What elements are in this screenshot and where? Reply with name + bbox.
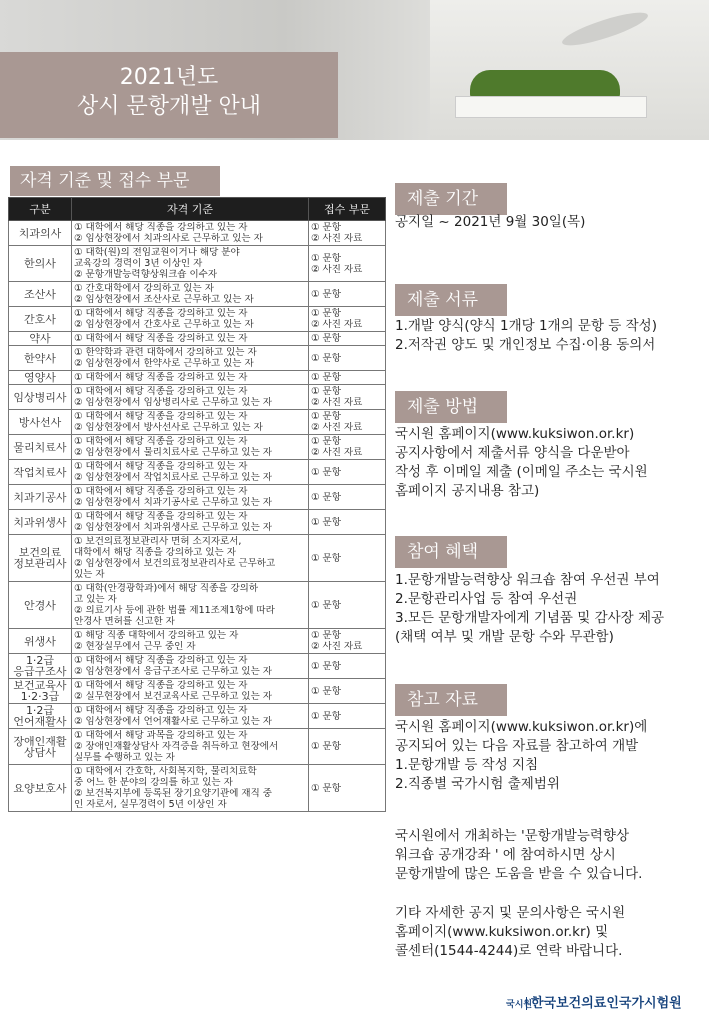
row-qualifications	[72, 535, 309, 582]
category-line: 1·2·3급	[20, 691, 60, 702]
row-category	[9, 385, 72, 410]
qualification-line: ① 대학에서 해당 과목을 강의하고 있는 자	[74, 730, 248, 741]
submission-type: ① 문항	[311, 552, 341, 564]
table-row	[9, 485, 386, 510]
logo-mark: 국시원	[506, 997, 527, 1010]
qualification-line: 안경사 면허를 신고한 자	[74, 616, 175, 627]
row-submission-types	[309, 654, 386, 679]
qualification-line: ① 대학에서 해당 직종을 강의하고 있는 자	[74, 705, 248, 716]
col-header-submission: 접수 부문	[309, 198, 386, 221]
qualification-line: 대학에서 해당 직종을 강의하고 있는 자	[74, 547, 236, 558]
organization-name: 한국보건의료인국가시험원	[531, 996, 682, 1011]
table-row	[9, 510, 386, 535]
qualification-line: ② 임상현장에서 보건의료정보관리사로 근무하고	[74, 558, 276, 569]
table-row	[9, 410, 386, 435]
row-submission-types	[309, 221, 386, 246]
row-submission-types	[309, 435, 386, 460]
category-line: 장애인재활	[13, 735, 67, 747]
qualification-table	[8, 197, 386, 812]
row-category	[9, 485, 72, 510]
category-line: 치과의사	[18, 227, 62, 239]
submission-type: ① 문항	[311, 630, 341, 641]
qualification-line: ② 임상현장에서 한약사로 근무하고 있는 자	[74, 358, 254, 369]
category-line: 언어재활사	[13, 716, 67, 727]
table-row	[9, 346, 386, 371]
docs-item: 1.개발 양식(양식 1개당 1개의 문항 등 작성)	[395, 318, 657, 334]
page-title	[0, 52, 338, 138]
table-row	[9, 246, 386, 282]
category-line: 상담사	[24, 746, 56, 758]
qualification-line: 교육강의 경력이 3년 이상인 자	[74, 258, 203, 269]
qualification-line: ① 대학에서 간호학, 사회복지학, 물리치료학	[74, 766, 257, 777]
row-submission-types	[309, 410, 386, 435]
organization-logo	[506, 992, 682, 1011]
submission-type: ② 사진 자료	[311, 447, 363, 458]
table-row	[9, 535, 386, 582]
refs-header: 참고 자료	[395, 684, 507, 716]
submission-type: ① 문항	[311, 288, 341, 300]
qualification-line: ② 임상현장에서 언어재활사로 근무하고 있는 자	[74, 716, 272, 727]
row-category	[9, 332, 72, 346]
docs-list	[395, 317, 705, 355]
qualification-line: ② 장애인재활상담사 자격증을 취득하고 현장에서	[74, 741, 279, 752]
category-line: 임상병리사	[13, 391, 67, 403]
row-category	[9, 582, 72, 629]
period-header: 제출 기간	[395, 183, 507, 215]
row-category	[9, 510, 72, 535]
note-line: 콜센터(1544-4244)로 연락 바랍니다.	[395, 943, 623, 959]
qualification-line: ① 대학에서 해당 직종을 강의하고 있는 자	[74, 386, 248, 397]
submission-type: ① 문항	[311, 308, 341, 319]
category-line: 위생사	[24, 635, 56, 647]
category-line: 작업치료사	[13, 466, 67, 478]
row-submission-types	[309, 582, 386, 629]
submission-type: ② 사진 자료	[311, 422, 363, 433]
qualification-line: ① 대학에서 해당 직종을 강의하고 있는 자	[74, 411, 248, 422]
row-qualifications	[72, 765, 309, 812]
submission-type: ① 문항	[311, 660, 341, 672]
row-submission-types	[309, 282, 386, 307]
row-qualifications	[72, 654, 309, 679]
refs-line: 2.직종별 국가시험 출제범위	[395, 776, 560, 792]
method-line: 공지사항에서 제출서류 양식을 다운받아	[395, 445, 630, 461]
row-submission-types	[309, 629, 386, 654]
title-main: 상시 문항개발 안내	[76, 94, 261, 119]
row-category	[9, 410, 72, 435]
submission-type: ① 문항	[311, 372, 341, 383]
qualification-line: ① 대학에서 해당 직종을 강의하고 있는 자	[74, 461, 248, 472]
qualification-line: ① 대학에서 해당 직종을 강의하고 있는 자	[74, 222, 248, 233]
category-line: 치과위생사	[13, 516, 67, 528]
table-row	[9, 385, 386, 410]
row-submission-types	[309, 704, 386, 729]
qualification-line: ② 임상현장에서 치과위생사로 근무하고 있는 자	[74, 522, 272, 533]
qualification-line: ① 대학에서 해당 직종을 강의하고 있는 자	[74, 333, 248, 344]
qualification-line: ② 임상현장에서 치과기공사로 근무하고 있는 자	[74, 497, 272, 508]
qualification-line: ① 한약학과 관련 대학에서 강의하고 있는 자	[74, 347, 257, 358]
note-line: 문항개발에 많은 도움을 받을 수 있습니다.	[395, 866, 643, 882]
docs-item: 2.저작권 양도 및 개인정보 수집·이용 동의서	[395, 337, 656, 353]
note-line: 홈페이지(www.kuksiwon.or.kr) 및	[395, 924, 609, 940]
row-category	[9, 629, 72, 654]
qualification-line: ② 임상현장에서 간호사로 근무하고 있는 자	[74, 319, 254, 330]
table-row	[9, 729, 386, 765]
table-row	[9, 371, 386, 385]
qualification-line: 실무를 수행하고 있는 자	[74, 752, 175, 763]
table-row	[9, 654, 386, 679]
method-text	[395, 425, 705, 501]
qualification-line: 중 어느 한 분야의 강의를 하고 있는 자	[74, 777, 233, 788]
row-category	[9, 307, 72, 332]
note-line: 기타 자세한 공지 및 문의사항은 국시원	[395, 905, 626, 921]
method-line: 국시원 홈페이지(www.kuksiwon.or.kr)	[395, 426, 635, 442]
qualification-line: ① 대학에서 해당 직종을 강의하고 있는 자	[74, 655, 248, 666]
row-submission-types	[309, 729, 386, 765]
row-qualifications	[72, 485, 309, 510]
qualification-line: ① 대학에서 해당 직종을 강의하고 있는 자	[74, 511, 248, 522]
submission-type: ① 문항	[311, 710, 341, 722]
category-line: 요양보호사	[13, 782, 67, 794]
row-qualifications	[72, 704, 309, 729]
benefit-header: 참여 혜택	[395, 536, 507, 568]
refs-line: 공지되어 있는 다음 자료를 참고하여 개발	[395, 738, 639, 754]
row-category	[9, 221, 72, 246]
row-qualifications	[72, 282, 309, 307]
refs-text	[395, 718, 705, 794]
qualification-line: ② 현장실무에서 근무 중인 자	[74, 641, 196, 652]
row-qualifications	[72, 510, 309, 535]
row-qualifications	[72, 629, 309, 654]
row-category	[9, 679, 72, 704]
qualification-line: ① 대학(안경광학과)에서 해당 직종을 강의하	[74, 583, 259, 594]
benefit-item: 2.문항관리사업 등 참여 우선권	[395, 591, 578, 607]
row-qualifications	[72, 729, 309, 765]
submission-type: ① 문항	[311, 782, 341, 794]
table-row	[9, 282, 386, 307]
qualification-line: ② 보건복지부에 등록된 장기요양기관에 재직 중	[74, 788, 272, 799]
row-category	[9, 535, 72, 582]
table-row	[9, 460, 386, 485]
planter-image	[455, 96, 647, 118]
submission-type: ① 문항	[311, 222, 341, 233]
submission-type: ② 사진 자료	[311, 397, 363, 408]
qualification-line: ① 대학에서 해당 직종을 강의하고 있는 자	[74, 308, 248, 319]
submission-type: ① 문항	[311, 685, 341, 697]
category-line: 보건교육사	[13, 680, 67, 691]
row-submission-types	[309, 535, 386, 582]
category-line: 한의사	[24, 258, 56, 269]
row-qualifications	[72, 346, 309, 371]
table-header-row	[9, 198, 386, 221]
row-qualifications	[72, 332, 309, 346]
row-qualifications	[72, 307, 309, 332]
qualification-line: ② 임상현장에서 작업치료사로 근무하고 있는 자	[74, 472, 272, 483]
qualification-line: ② 임상현장에서 임상병리사로 근무하고 있는 자	[74, 397, 272, 408]
col-header-category: 구분	[9, 198, 72, 221]
category-line: 정보관리사	[13, 558, 67, 569]
refs-line: 국시원 홈페이지(www.kuksiwon.or.kr)에	[395, 719, 648, 735]
method-header: 제출 방법	[395, 391, 507, 423]
category-line: 한약사	[24, 352, 56, 364]
qualification-line: ① 대학(원)의 전임교원이거나 해당 분야	[74, 247, 240, 258]
qualification-line: ② 실무현장에서 보건교육사로 근무하고 있는 자	[74, 691, 272, 702]
category-line: 응급구조사	[13, 666, 67, 677]
qualification-line: ① 보건의료정보관리사 면허 소지자로서,	[74, 536, 242, 547]
row-qualifications	[72, 410, 309, 435]
row-submission-types	[309, 460, 386, 485]
row-submission-types	[309, 346, 386, 371]
row-submission-types	[309, 332, 386, 346]
qualification-line: ② 문항개발능력향상워크숍 이수자	[74, 269, 218, 280]
qualification-line: 고 있는 자	[74, 594, 117, 605]
row-category	[9, 435, 72, 460]
benefit-item: 1.문항개발능력향상 워크숍 참여 우선권 부여	[395, 572, 660, 588]
submission-type: ① 문항	[311, 599, 341, 611]
qualification-line: ① 대학에서 해당 직종을 강의하고 있는 자	[74, 436, 248, 447]
category-line: 조산사	[24, 288, 56, 300]
submission-type: ② 사진 자료	[311, 641, 363, 652]
row-submission-types	[309, 510, 386, 535]
note-line: 워크숍 공개강좌 ' 에 참여하시면 상시	[395, 847, 616, 863]
submission-type: ① 문항	[311, 411, 341, 422]
submission-type: ① 문항	[311, 333, 341, 344]
row-category	[9, 346, 72, 371]
submission-type: ① 문항	[311, 352, 341, 364]
qualification-line: ① 대학에서 해당 직종을 강의하고 있는 자	[74, 486, 248, 497]
row-category	[9, 704, 72, 729]
qualification-line: 인 자로서, 실무경력이 5년 이상인 자	[74, 799, 227, 810]
row-category	[9, 729, 72, 765]
qualification-line: ② 임상현장에서 방사선사로 근무하고 있는 자	[74, 422, 263, 433]
submission-type: ① 문항	[311, 516, 341, 528]
row-submission-types	[309, 246, 386, 282]
submission-type: ① 문항	[311, 436, 341, 447]
submission-type: ② 사진 자료	[311, 319, 363, 330]
row-category	[9, 460, 72, 485]
row-submission-types	[309, 485, 386, 510]
qualification-line: ② 임상현장에서 물리치료사로 근무하고 있는 자	[74, 447, 272, 458]
docs-header: 제출 서류	[395, 284, 507, 316]
qualification-line: ② 의료기사 등에 관한 법률 제11조제1항에 따라	[74, 605, 275, 616]
table-row	[9, 221, 386, 246]
benefit-item: (채택 여부 및 개발 문항 수와 무관함)	[395, 629, 614, 645]
contact-note	[395, 904, 705, 961]
submission-type: ① 문항	[311, 252, 341, 264]
row-submission-types	[309, 765, 386, 812]
row-submission-types	[309, 679, 386, 704]
qualification-line: ① 대학에서 해당 직종을 강의하고 있는 자	[74, 680, 248, 691]
row-qualifications	[72, 371, 309, 385]
submission-type: ① 문항	[311, 491, 341, 503]
category-line: 물리치료사	[13, 441, 67, 453]
period-text: 공지일 ~ 2021년 9월 30일(목)	[395, 214, 586, 230]
note-line: 국시원에서 개최하는 '문항개발능력향상	[395, 828, 629, 844]
row-category	[9, 282, 72, 307]
row-qualifications	[72, 679, 309, 704]
qualification-line: ② 임상현장에서 응급구조사로 근무하고 있는 자	[74, 666, 272, 677]
submission-type: ① 문항	[311, 741, 341, 752]
submission-type: ② 사진 자료	[311, 233, 363, 244]
qualification-line: 있는 자	[74, 569, 105, 580]
benefit-list	[395, 571, 705, 647]
table-row	[9, 582, 386, 629]
category-line: 간호사	[24, 313, 56, 325]
submission-type: ① 문항	[311, 466, 341, 478]
row-category	[9, 371, 72, 385]
row-category	[9, 765, 72, 812]
row-submission-types	[309, 307, 386, 332]
row-category	[9, 654, 72, 679]
table-row	[9, 679, 386, 704]
qualification-section-header: 자격 기준 및 접수 부문	[10, 166, 220, 196]
table-row	[9, 332, 386, 346]
submission-type: ② 사진 자료	[311, 263, 363, 275]
qualification-line: ① 간호대학에서 강의하고 있는 자	[74, 283, 214, 294]
table-row	[9, 629, 386, 654]
col-header-qualification: 자격 기준	[72, 198, 309, 221]
workshop-note	[395, 827, 705, 884]
row-qualifications	[72, 385, 309, 410]
row-qualifications	[72, 221, 309, 246]
qualification-line: ① 해당 직종 대학에서 강의하고 있는 자	[74, 630, 239, 641]
table-row	[9, 307, 386, 332]
category-line: 영양사	[24, 372, 56, 383]
benefit-item: 3.모든 문항개발자에게 기념품 및 감사장 제공	[395, 610, 665, 626]
row-qualifications	[72, 582, 309, 629]
category-line: 약사	[29, 333, 51, 344]
table-row	[9, 765, 386, 812]
refs-line: 1.문항개발 등 작성 지침	[395, 757, 539, 773]
row-qualifications	[72, 435, 309, 460]
submission-type: ① 문항	[311, 386, 341, 397]
category-line: 안경사	[24, 599, 56, 611]
qualification-line: ② 임상현장에서 치과의사로 근무하고 있는 자	[74, 233, 263, 244]
row-submission-types	[309, 385, 386, 410]
row-qualifications	[72, 246, 309, 282]
table-row	[9, 435, 386, 460]
row-qualifications	[72, 460, 309, 485]
category-line: 1·2급	[25, 655, 55, 666]
category-line: 치과기공사	[13, 491, 67, 503]
row-category	[9, 246, 72, 282]
method-line: 홈페이지 공지내용 참고)	[395, 483, 540, 499]
method-line: 작성 후 이메일 제출 (이메일 주소는 국시원	[395, 464, 648, 480]
row-submission-types	[309, 371, 386, 385]
qualification-line: ② 임상현장에서 조산사로 근무하고 있는 자	[74, 294, 254, 305]
table-row	[9, 704, 386, 729]
category-line: 보건의료	[18, 547, 62, 558]
category-line: 1·2급	[25, 705, 55, 716]
qualification-line: ① 대학에서 해당 직종을 강의하고 있는 자	[74, 372, 248, 383]
title-year: 2021년도	[119, 65, 219, 90]
category-line: 방사선사	[18, 416, 62, 428]
